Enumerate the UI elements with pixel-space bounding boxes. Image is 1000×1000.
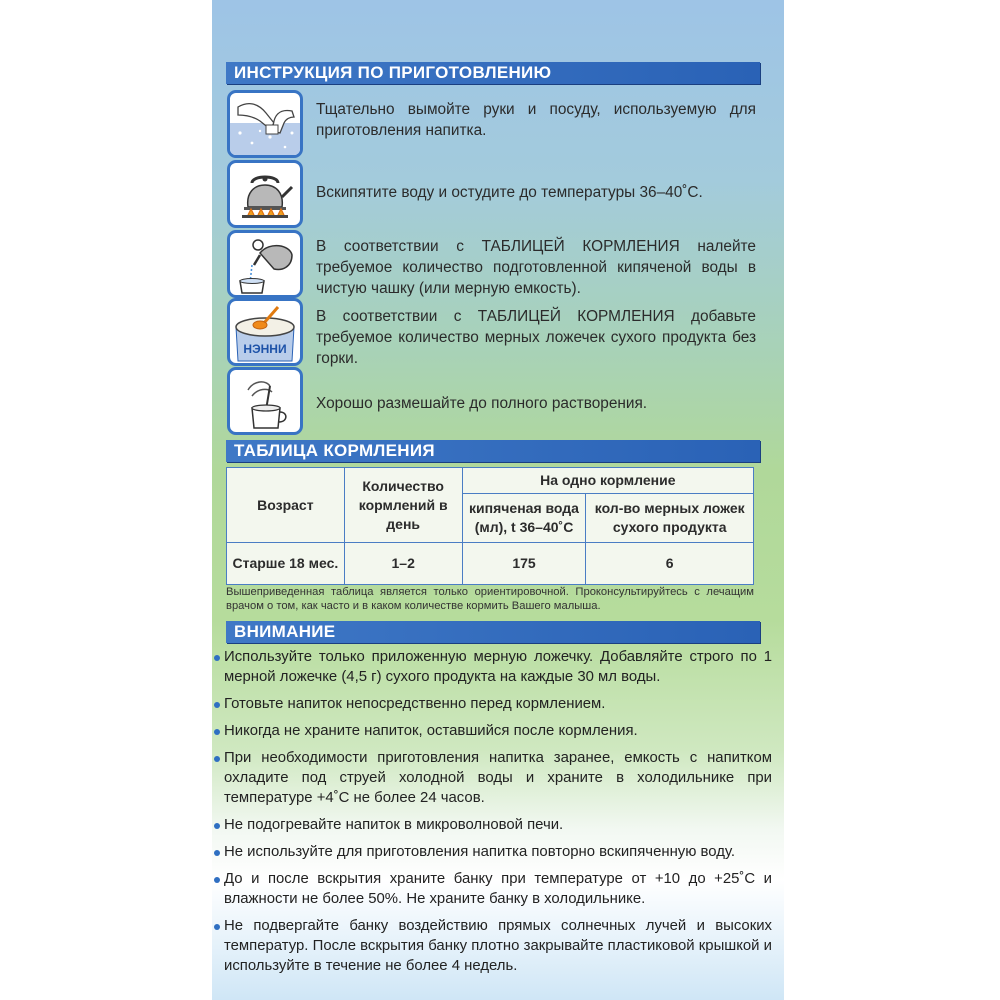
header-per-feed: На одно кормление (462, 468, 753, 494)
step-4-text: В соответствии с ТАБЛИЦЕЙ КОРМЛЕНИЯ добавьте требуемое количество мерных ложечек сухого продукта без горки. (316, 308, 756, 367)
list-item: При необходимости приготовления напитка заранее, емкость с напитком охладите под струей холодной воды и храните в холодильнике при температуре +4˚С не более 24 часов. (212, 748, 772, 808)
list-item: Не подвергайте банку воздействию прямых солнечных лучей и высоких температур. После вскрытия банку плотно закрывайте пластиковой крышкой и используйте в течение не более 4 недель. (212, 916, 772, 976)
cell-water: 175 (462, 543, 586, 585)
bullet-icon (214, 877, 220, 883)
step-1-text: Тщательно вымойте руки и посуду, используемую для приготовления напитка. (316, 101, 756, 139)
header-feeds-per-day: Количество кормлений в день (344, 468, 462, 543)
table-row (227, 543, 754, 585)
pour-water-icon (227, 230, 303, 298)
step-5-text: Хорошо размешайте до полного растворения. (316, 395, 648, 412)
stir-icon (227, 367, 303, 435)
measuring-spoon-icon (227, 298, 303, 366)
list-item: До и после вскрытия храните банку при температуре от +10 до +25˚С и влажности не более 50%. Не храните банку в холодильнике. (212, 869, 772, 909)
list-item: Используйте только приложенную мерную ложечку. Добавляйте строго по 1 мерной ложечке (4,5 г) сухого продукта на каждые 30 мл воды. (212, 647, 772, 687)
bullet-icon (214, 729, 220, 735)
brand-label: НЭННИ (243, 342, 287, 356)
header-age: Возраст (227, 468, 345, 543)
instructions-title: ИНСТРУКЦИЯ ПО ПРИГОТОВЛЕНИЮ (226, 62, 760, 84)
step-3-text: В соответствии с ТАБЛИЦЕЙ КОРМЛЕНИЯ налейте требуемое количество подготовленной кипяченой воды в чистую чашку (или мерную емкость). (316, 238, 756, 297)
list-item: Готовьте напиток непосредственно перед кормлением. (212, 694, 772, 714)
bullet-icon (214, 850, 220, 856)
attention-title: ВНИМАНИЕ (226, 621, 760, 643)
hand-wash-icon (227, 90, 303, 158)
list-item: Не подогревайте напиток в микроволновой печи. (212, 815, 772, 835)
list-item: Не используйте для приготовления напитка повторно вскипяченную воду. (212, 842, 772, 862)
bullet-icon (214, 823, 220, 829)
attention-list (212, 647, 772, 983)
cell-age: Старше 18 мес. (227, 543, 345, 585)
instruction-panel (212, 0, 784, 1000)
step-2-text: Вскипятите воду и остудите до температуры 36–40˚С. (316, 184, 703, 201)
feeding-table-title: ТАБЛИЦА КОРМЛЕНИЯ (226, 440, 760, 462)
feeding-table (226, 467, 754, 585)
header-spoons: кол-во мерных ложек сухого продукта (586, 493, 754, 542)
bullet-icon (214, 924, 220, 930)
list-item: Никогда не храните напиток, оставшийся после кормления. (212, 721, 772, 741)
bullet-icon (214, 756, 220, 762)
cell-spoons: 6 (586, 543, 754, 585)
header-water: кипяченая вода (мл), t 36–40˚С (462, 493, 586, 542)
kettle-icon (227, 160, 303, 228)
bullet-icon (214, 655, 220, 661)
table-note: Вышеприведенная таблица является только ориентировочной. Проконсультируйтесь с лечащим врачом о том, как часто и в каком количестве кормить Вашего малыша. (226, 586, 754, 612)
cell-feeds: 1–2 (344, 543, 462, 585)
bullet-icon (214, 702, 220, 708)
